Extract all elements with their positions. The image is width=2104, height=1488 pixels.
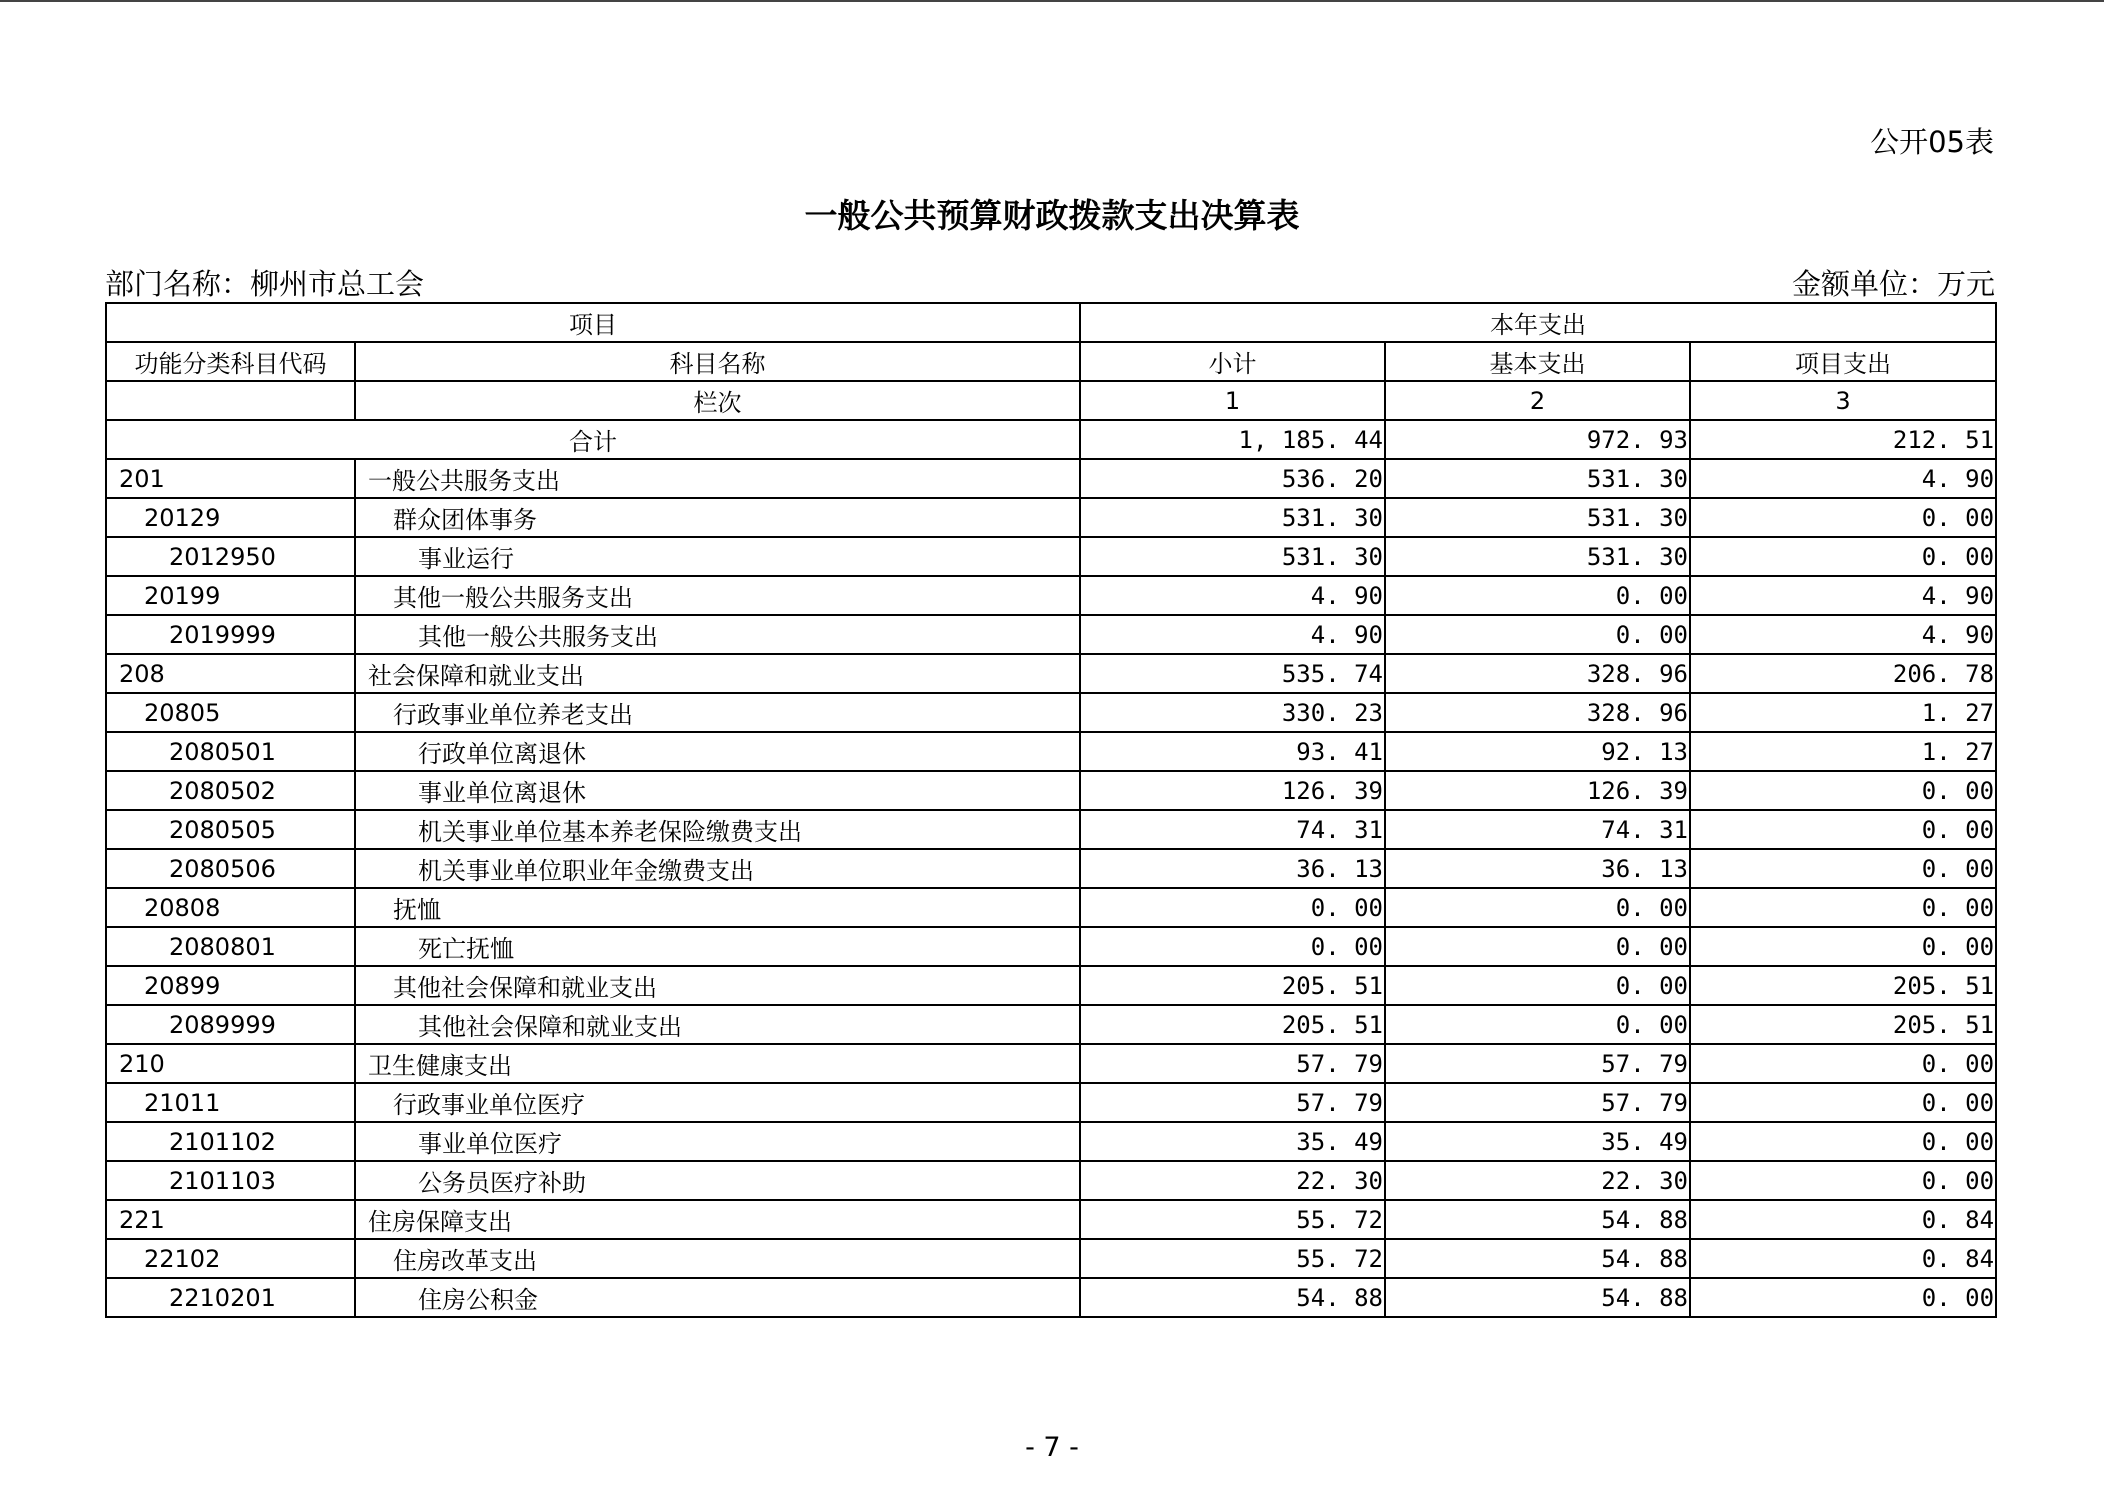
row-project: 4. 90 <box>1690 576 1996 615</box>
row-code: 210 <box>106 1044 355 1083</box>
row-name: 死亡抚恤 <box>355 927 1080 966</box>
row-basic: 74. 31 <box>1385 810 1690 849</box>
row-subtotal: 4. 90 <box>1080 576 1385 615</box>
header-item: 项目 <box>106 303 1080 342</box>
table-row <box>106 888 1996 927</box>
row-basic: 35. 49 <box>1385 1122 1690 1161</box>
row-project: 0. 00 <box>1690 1044 1996 1083</box>
table-row <box>106 1122 1996 1161</box>
row-basic: 54. 88 <box>1385 1200 1690 1239</box>
row-code: 2210201 <box>106 1278 355 1317</box>
row-basic: 36. 13 <box>1385 849 1690 888</box>
header-index-label: 栏次 <box>355 381 1080 420</box>
table-row <box>106 966 1996 1005</box>
row-basic: 0. 00 <box>1385 966 1690 1005</box>
header-index-blank <box>106 381 355 420</box>
row-subtotal: 531. 30 <box>1080 498 1385 537</box>
header-col-2: 2 <box>1385 381 1690 420</box>
row-code: 2089999 <box>106 1005 355 1044</box>
table-row <box>106 498 1996 537</box>
row-subtotal: 57. 79 <box>1080 1083 1385 1122</box>
row-subtotal: 22. 30 <box>1080 1161 1385 1200</box>
row-basic: 22. 30 <box>1385 1161 1690 1200</box>
row-code: 2080502 <box>106 771 355 810</box>
row-subtotal: 126. 39 <box>1080 771 1385 810</box>
total-label: 合计 <box>106 420 1080 459</box>
row-subtotal: 536. 20 <box>1080 459 1385 498</box>
document-title: 一般公共预算财政拨款支出决算表 <box>804 196 1300 235</box>
row-subtotal: 0. 00 <box>1080 888 1385 927</box>
header-project: 项目支出 <box>1690 342 1996 381</box>
total-row <box>106 420 1996 459</box>
row-basic: 92. 13 <box>1385 732 1690 771</box>
header-row-1 <box>106 303 1996 342</box>
row-project: 0. 84 <box>1690 1239 1996 1278</box>
row-project: 205. 51 <box>1690 966 1996 1005</box>
row-project: 4. 90 <box>1690 615 1996 654</box>
table-row <box>106 459 1996 498</box>
row-name: 群众团体事务 <box>355 498 1080 537</box>
row-project: 0. 84 <box>1690 1200 1996 1239</box>
row-name: 事业运行 <box>355 537 1080 576</box>
header-basic: 基本支出 <box>1385 342 1690 381</box>
row-name: 住房改革支出 <box>355 1239 1080 1278</box>
row-name: 机关事业单位职业年金缴费支出 <box>355 849 1080 888</box>
row-name: 公务员医疗补助 <box>355 1161 1080 1200</box>
top-border-line <box>0 0 2104 2</box>
table-row <box>106 732 1996 771</box>
row-basic: 57. 79 <box>1385 1083 1690 1122</box>
row-project: 0. 00 <box>1690 888 1996 927</box>
row-basic: 0. 00 <box>1385 1005 1690 1044</box>
table-row <box>106 615 1996 654</box>
row-name: 社会保障和就业支出 <box>355 654 1080 693</box>
row-code: 20805 <box>106 693 355 732</box>
row-basic: 0. 00 <box>1385 576 1690 615</box>
row-subtotal: 535. 74 <box>1080 654 1385 693</box>
table-row <box>106 693 1996 732</box>
row-subtotal: 205. 51 <box>1080 1005 1385 1044</box>
table-row <box>106 1161 1996 1200</box>
row-code: 22102 <box>106 1239 355 1278</box>
row-project: 0. 00 <box>1690 537 1996 576</box>
row-subtotal: 0. 00 <box>1080 927 1385 966</box>
row-name: 卫生健康支出 <box>355 1044 1080 1083</box>
row-project: 0. 00 <box>1690 849 1996 888</box>
table-row <box>106 1083 1996 1122</box>
row-basic: 531. 30 <box>1385 498 1690 537</box>
row-name: 其他社会保障和就业支出 <box>355 966 1080 1005</box>
table-row <box>106 1044 1996 1083</box>
total-basic: 972. 93 <box>1385 420 1690 459</box>
row-subtotal: 330. 23 <box>1080 693 1385 732</box>
row-code: 221 <box>106 1200 355 1239</box>
table-row <box>106 1200 1996 1239</box>
row-name: 事业单位医疗 <box>355 1122 1080 1161</box>
row-project: 0. 00 <box>1690 498 1996 537</box>
row-code: 208 <box>106 654 355 693</box>
row-code: 2019999 <box>106 615 355 654</box>
table-row <box>106 537 1996 576</box>
row-name: 其他社会保障和就业支出 <box>355 1005 1080 1044</box>
row-code: 20808 <box>106 888 355 927</box>
row-code: 20899 <box>106 966 355 1005</box>
table-row <box>106 810 1996 849</box>
table-row <box>106 771 1996 810</box>
row-project: 0. 00 <box>1690 1083 1996 1122</box>
row-basic: 126. 39 <box>1385 771 1690 810</box>
total-project: 212. 51 <box>1690 420 1996 459</box>
row-code: 201 <box>106 459 355 498</box>
department-name: 部门名称：柳州市总工会 <box>105 267 425 301</box>
row-project: 0. 00 <box>1690 810 1996 849</box>
header-current-year: 本年支出 <box>1080 303 1996 342</box>
header-row-2 <box>106 342 1996 381</box>
row-project: 0. 00 <box>1690 1278 1996 1317</box>
table-row <box>106 1005 1996 1044</box>
row-subtotal: 205. 51 <box>1080 966 1385 1005</box>
row-name: 行政事业单位医疗 <box>355 1083 1080 1122</box>
row-code: 20199 <box>106 576 355 615</box>
table-row <box>106 1278 1996 1317</box>
row-basic: 531. 30 <box>1385 459 1690 498</box>
row-subtotal: 35. 49 <box>1080 1122 1385 1161</box>
row-subtotal: 57. 79 <box>1080 1044 1385 1083</box>
row-name: 机关事业单位基本养老保险缴费支出 <box>355 810 1080 849</box>
row-basic: 0. 00 <box>1385 927 1690 966</box>
table-row <box>106 849 1996 888</box>
expenditure-table <box>105 302 1997 1318</box>
row-subtotal: 93. 41 <box>1080 732 1385 771</box>
row-subtotal: 54. 88 <box>1080 1278 1385 1317</box>
row-subtotal: 74. 31 <box>1080 810 1385 849</box>
row-name: 事业单位离退休 <box>355 771 1080 810</box>
row-project: 0. 00 <box>1690 927 1996 966</box>
row-code: 2101103 <box>106 1161 355 1200</box>
row-name: 行政事业单位养老支出 <box>355 693 1080 732</box>
table-row <box>106 1239 1996 1278</box>
row-subtotal: 36. 13 <box>1080 849 1385 888</box>
header-name: 科目名称 <box>355 342 1080 381</box>
row-project: 0. 00 <box>1690 1122 1996 1161</box>
row-name: 其他一般公共服务支出 <box>355 576 1080 615</box>
row-name: 住房公积金 <box>355 1278 1080 1317</box>
row-subtotal: 4. 90 <box>1080 615 1385 654</box>
total-subtotal: 1, 185. 44 <box>1080 420 1385 459</box>
row-code: 20129 <box>106 498 355 537</box>
row-project: 0. 00 <box>1690 1161 1996 1200</box>
header-col-3: 3 <box>1690 381 1996 420</box>
row-subtotal: 531. 30 <box>1080 537 1385 576</box>
row-name: 行政单位离退休 <box>355 732 1080 771</box>
row-code: 2080505 <box>106 810 355 849</box>
row-project: 1. 27 <box>1690 693 1996 732</box>
row-name: 一般公共服务支出 <box>355 459 1080 498</box>
meta-row <box>105 262 1995 303</box>
row-basic: 328. 96 <box>1385 654 1690 693</box>
header-subtotal: 小计 <box>1080 342 1385 381</box>
row-project: 1. 27 <box>1690 732 1996 771</box>
table-row <box>106 576 1996 615</box>
row-code: 21011 <box>106 1083 355 1122</box>
row-code: 2080801 <box>106 927 355 966</box>
header-row-index <box>106 381 1996 420</box>
row-code: 2080506 <box>106 849 355 888</box>
page-number: - 7 - <box>1025 1432 1079 1463</box>
row-project: 4. 90 <box>1690 459 1996 498</box>
row-basic: 0. 00 <box>1385 615 1690 654</box>
row-subtotal: 55. 72 <box>1080 1200 1385 1239</box>
header-col-1: 1 <box>1080 381 1385 420</box>
row-basic: 531. 30 <box>1385 537 1690 576</box>
amount-unit: 金额单位：万元 <box>1791 267 1995 301</box>
row-name: 抚恤 <box>355 888 1080 927</box>
row-name: 住房保障支出 <box>355 1200 1080 1239</box>
row-project: 205. 51 <box>1690 1005 1996 1044</box>
row-code: 2012950 <box>106 537 355 576</box>
row-basic: 0. 00 <box>1385 888 1690 927</box>
row-name: 其他一般公共服务支出 <box>355 615 1080 654</box>
row-project: 0. 00 <box>1690 771 1996 810</box>
row-project: 206. 78 <box>1690 654 1996 693</box>
table-row <box>106 654 1996 693</box>
row-basic: 57. 79 <box>1385 1044 1690 1083</box>
row-code: 2101102 <box>106 1122 355 1161</box>
row-subtotal: 55. 72 <box>1080 1239 1385 1278</box>
row-code: 2080501 <box>106 732 355 771</box>
row-basic: 328. 96 <box>1385 693 1690 732</box>
row-basic: 54. 88 <box>1385 1239 1690 1278</box>
header-code: 功能分类科目代码 <box>106 342 355 381</box>
table-row <box>106 927 1996 966</box>
row-basic: 54. 88 <box>1385 1278 1690 1317</box>
form-code: 公开05表 <box>1870 125 1994 159</box>
